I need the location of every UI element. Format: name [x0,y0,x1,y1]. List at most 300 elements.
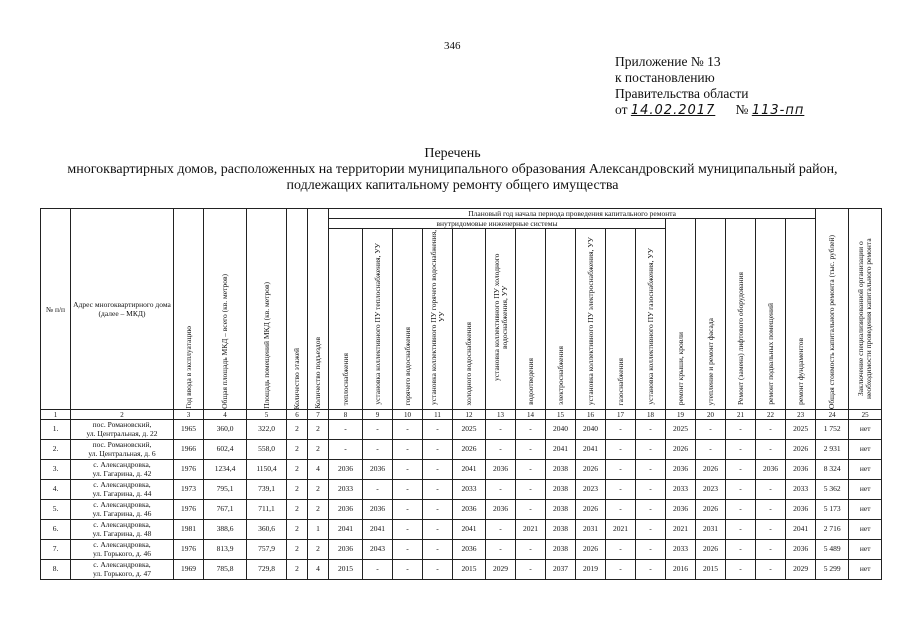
row-number: 1. [41,420,71,440]
from-label: от [615,102,628,117]
header-cold-pu-cell [486,229,516,410]
title-line-3: подлежащих капитальному ремонту общего имущества [286,178,619,193]
cell-c23: 2025 [786,420,816,440]
header-gas-pu-cell [636,229,666,410]
column-number: 4 [204,410,247,420]
cell-concl: нет [849,560,882,580]
cell-entr: 2 [308,540,329,560]
header-address: Адрес многоквартирного дома (далее – МКД) [71,209,174,410]
header-floors-cell [287,209,308,410]
cell-c14: - [516,460,546,480]
cell-year: 1973 [174,480,204,500]
cell-c22: - [756,440,786,460]
cell-entr: 2 [308,440,329,460]
row-address [71,520,174,540]
cell-c19: 2033 [666,540,696,560]
header-year: Год ввода в эксплуатацию [183,326,193,409]
cell-c12: 2015 [453,560,486,580]
cell-floors: 2 [287,500,308,520]
cell-c11: - [423,500,453,520]
cell-cost: 8 324 [816,460,849,480]
header-electric-pu: установка коллективного ПУ электроснабжения, УУ [585,236,595,405]
row-address [71,500,174,520]
cell-entr: 2 [308,420,329,440]
cell-prem: 739,1 [247,480,287,500]
header-floors: Количество этажей [292,347,301,409]
column-number: 25 [849,410,882,420]
appendix-line-3: Правительства области [615,86,749,101]
column-number: 24 [816,410,849,420]
cell-total: 1234,4 [204,460,247,480]
cell-c10: - [393,440,423,460]
cell-c14: - [516,540,546,560]
cell-c8: 2036 [329,460,363,480]
address-line-2: ул. Горького, д. 47 [93,568,151,578]
column-number: 9 [363,410,393,420]
cell-c14: - [516,480,546,500]
row-address [71,540,174,560]
page-number: 346 [444,40,461,52]
cell-c23: 2026 [786,440,816,460]
cell-c8: 2036 [329,540,363,560]
cell-c15: 2038 [546,460,576,480]
cell-c10: - [393,480,423,500]
cell-cost: 5 299 [816,560,849,580]
cell-c21: - [726,460,756,480]
header-heat-pu-cell [363,229,393,410]
column-number: 16 [576,410,606,420]
cell-c19: 2021 [666,520,696,540]
appendix-block [615,54,804,119]
cell-c16: 2019 [576,560,606,580]
cell-prem: 1150,4 [247,460,287,480]
appendix-line-1: Приложение № 13 [615,54,721,69]
cell-c14: - [516,500,546,520]
header-cold-cell [453,229,486,410]
cell-floors: 2 [287,480,308,500]
cell-c15: 2040 [546,420,576,440]
header-drain: водоотведения [525,358,535,405]
cell-c20: 2026 [696,460,726,480]
cell-c17: - [606,420,636,440]
cell-prem: 360,6 [247,520,287,540]
cell-c11: - [423,460,453,480]
cell-floors: 2 [287,420,308,440]
cell-c11: - [423,480,453,500]
header-premises-area: Площадь помещений МКД (кв. метров) [261,282,271,409]
cell-c11: - [423,440,453,460]
cell-total: 602,4 [204,440,247,460]
address-line-1: с. Александровка, [93,500,151,509]
header-drain-cell [516,229,546,410]
cell-c12: 2026 [453,440,486,460]
cell-c8: 2033 [329,480,363,500]
cell-c19: 2026 [666,440,696,460]
cell-c22: - [756,420,786,440]
column-number: 15 [546,410,576,420]
cell-c23: 2036 [786,500,816,520]
cell-c12: 2041 [453,460,486,480]
row-address [71,560,174,580]
cell-cost: 5 173 [816,500,849,520]
table-row [41,480,882,500]
cell-c18: - [636,480,666,500]
header-basement-cell [756,219,786,410]
cell-c12: 2036 [453,500,486,520]
cell-c17: 2021 [606,520,636,540]
number-label: № [735,102,749,117]
cell-c18: - [636,540,666,560]
cell-c9: 2041 [363,520,393,540]
cell-total: 813,9 [204,540,247,560]
column-number: 7 [308,410,329,420]
cell-year: 1976 [174,460,204,480]
cell-c20: 2026 [696,500,726,520]
column-number: 17 [606,410,636,420]
column-number: 21 [726,410,756,420]
cell-c17: - [606,500,636,520]
cell-c10: - [393,500,423,520]
header-facade: утепление и ремонт фасада [705,317,715,405]
cell-concl: нет [849,540,882,560]
row-number: 6. [41,520,71,540]
address-line-1: пос. Романовский, [92,440,152,449]
cell-c22: - [756,540,786,560]
header-premises-area-cell [247,209,287,410]
cell-floors: 2 [287,540,308,560]
cell-c13: - [486,440,516,460]
cell-concl: нет [849,420,882,440]
cell-c13: 2029 [486,560,516,580]
header-facade-cell [696,219,726,410]
cell-c11: - [423,420,453,440]
address-line-1: с. Александровка, [93,540,151,549]
cell-c15: 2037 [546,560,576,580]
address-line-2: ул. Гагарина, д. 48 [92,528,152,538]
cell-c17: - [606,560,636,580]
cell-floors: 2 [287,440,308,460]
cell-total: 767,1 [204,500,247,520]
cell-c14: - [516,440,546,460]
resolution-date: 14.02.2017 [630,103,716,118]
cell-c13: 2036 [486,500,516,520]
column-number: 10 [393,410,423,420]
header-conclusion: Заключение специализированной организации о необходимости проведения капитального ремонта [856,238,874,400]
cell-c22: - [756,520,786,540]
cell-entr: 2 [308,500,329,520]
row-number: 8. [41,560,71,580]
cell-c13: 2036 [486,460,516,480]
table-row [41,560,882,580]
cell-c11: - [423,520,453,540]
column-number: 12 [453,410,486,420]
cell-year: 1981 [174,520,204,540]
cell-c20: 2031 [696,520,726,540]
cell-c16: 2026 [576,460,606,480]
title-line-1: Перечень [424,146,481,161]
cell-entr: 1 [308,520,329,540]
cell-c18: - [636,520,666,540]
row-address [71,480,174,500]
cell-year: 1965 [174,420,204,440]
cell-c10: - [393,540,423,560]
address-line-2: ул. Центральная, д. 6 [88,448,156,458]
column-number: 5 [247,410,287,420]
column-number: 18 [636,410,666,420]
address-line-1: с. Александровка, [93,460,151,469]
cell-c10: - [393,560,423,580]
header-gas-pu: установка коллективного ПУ газоснабжения, УУ [645,248,655,405]
cell-c9: 2043 [363,540,393,560]
column-number: 22 [756,410,786,420]
header-gas: газоснабжения [615,357,625,405]
cell-total: 795,1 [204,480,247,500]
cell-c19: 2033 [666,480,696,500]
cell-total: 785,8 [204,560,247,580]
column-number: 11 [423,410,453,420]
cell-c18: - [636,460,666,480]
cell-c12: 2025 [453,420,486,440]
cell-c16: 2040 [576,420,606,440]
cell-c23: 2036 [786,540,816,560]
header-plan: Плановый год начала периода проведения капитального ремонта [329,209,816,219]
table-row [41,540,882,560]
row-address [71,420,174,440]
cell-c18: - [636,500,666,520]
cell-c21: - [726,520,756,540]
cell-c9: 2036 [363,500,393,520]
cell-c17: - [606,540,636,560]
row-address [71,440,174,460]
cell-c20: - [696,420,726,440]
column-number: 8 [329,410,363,420]
column-number: 6 [287,410,308,420]
cell-year: 1976 [174,540,204,560]
cell-c18: - [636,560,666,580]
cell-c21: - [726,420,756,440]
header-cost-cell [816,209,849,410]
cell-c11: - [423,540,453,560]
cell-year: 1976 [174,500,204,520]
column-number: 20 [696,410,726,420]
resolution-number: 113-пп [751,103,805,118]
cell-c15: 2038 [546,500,576,520]
cell-c16: 2026 [576,500,606,520]
cell-c19: 2016 [666,560,696,580]
cell-total: 388,6 [204,520,247,540]
row-number: 3. [41,460,71,480]
title-line-2: многоквартирных домов, расположенных на территории муниципального образования Александровский муниципальный район, [67,162,838,177]
cell-c22: - [756,480,786,500]
cell-c8: - [329,420,363,440]
header-heat-cell [329,229,363,410]
row-number: 5. [41,500,71,520]
cell-c14: - [516,560,546,580]
cell-cost: 1 752 [816,420,849,440]
cell-c13: - [486,520,516,540]
cell-c19: 2036 [666,500,696,520]
column-number: 1 [41,410,71,420]
cell-concl: нет [849,480,882,500]
cell-c16: 2041 [576,440,606,460]
header-electric: электроснабжения [555,346,565,405]
header-hot: горячего водоснабжения [402,326,412,405]
cell-c23: 2036 [786,460,816,480]
cell-c8: 2015 [329,560,363,580]
address-line-1: с. Александровка, [93,560,151,569]
header-roof-cell [666,219,696,410]
cell-c22: - [756,500,786,520]
header-heat-pu: установка коллективного ПУ теплоснабжения, УУ [372,243,382,405]
cell-c19: 2025 [666,420,696,440]
cell-c14: 2021 [516,520,546,540]
header-row-1 [41,209,882,219]
document-title [40,146,865,194]
cell-cost: 2 716 [816,520,849,540]
row-number: 4. [41,480,71,500]
header-hot-pu-cell [423,229,453,410]
cell-prem: 729,8 [247,560,287,580]
cell-c17: - [606,460,636,480]
column-number: 13 [486,410,516,420]
cell-c21: - [726,540,756,560]
cell-cost: 5 362 [816,480,849,500]
header-gas-cell [606,229,636,410]
cell-c18: - [636,440,666,460]
header-year-cell [174,209,204,410]
cell-c15: 2041 [546,440,576,460]
cell-c10: - [393,520,423,540]
cell-c22: 2036 [756,460,786,480]
cell-c21: - [726,480,756,500]
address-line-2: ул. Гагарина, д. 44 [92,488,152,498]
cell-concl: нет [849,500,882,520]
cell-c11: - [423,560,453,580]
header-foundation-cell [786,219,816,410]
cell-c19: 2036 [666,460,696,480]
cell-c12: 2036 [453,540,486,560]
cell-entr: 2 [308,480,329,500]
cell-concl: нет [849,460,882,480]
cell-c15: 2038 [546,480,576,500]
row-number: 7. [41,540,71,560]
header-total-area: Общая площадь МКД – всего (кв. метров) [220,274,229,409]
cell-c21: - [726,500,756,520]
appendix-date-line [615,102,804,119]
cell-c8: 2041 [329,520,363,540]
column-number: 14 [516,410,546,420]
cell-c23: 2033 [786,480,816,500]
cell-c12: 2041 [453,520,486,540]
cell-c13: - [486,540,516,560]
table-row [41,500,882,520]
header-entrances: Количество подъездов [313,337,322,409]
cell-c16: 2023 [576,480,606,500]
address-line-1: пос. Романовский, [92,420,152,429]
cell-c13: - [486,480,516,500]
cell-c14: - [516,420,546,440]
header-heat: теплоснабжения [340,352,350,405]
cell-c10: - [393,420,423,440]
cell-c23: 2041 [786,520,816,540]
table-row [41,420,882,440]
cell-c15: 2038 [546,540,576,560]
address-line-2: ул. Гагарина, д. 46 [92,508,152,518]
column-number: 3 [174,410,204,420]
address-line-2: ул. Центральная, д. 22 [86,428,158,438]
header-hot-pu: установка коллективного ПУ горячего водоснабжения, УУ [428,229,446,405]
table-row [41,440,882,460]
header-cost: Общая стоимость капитального ремонта (тыс. рублей) [827,234,837,409]
address-line-1: с. Александровка, [93,520,151,529]
header-basement: ремонт подвальных помещений [765,303,775,405]
row-number: 2. [41,440,71,460]
cell-concl: нет [849,440,882,460]
header-electric-pu-cell [576,229,606,410]
cell-c18: - [636,420,666,440]
cell-cost: 5 489 [816,540,849,560]
table-row [41,460,882,480]
cell-c17: - [606,440,636,460]
cell-c16: 2031 [576,520,606,540]
cell-c15: 2038 [546,520,576,540]
row-address [71,460,174,480]
cell-c9: - [363,560,393,580]
address-line-1: с. Александровка, [93,480,151,489]
cell-c9: - [363,440,393,460]
cell-c8: 2036 [329,500,363,520]
table-body [41,420,882,580]
cell-prem: 757,9 [247,540,287,560]
cell-cost: 2 931 [816,440,849,460]
cell-c13: - [486,420,516,440]
header-conclusion-cell [849,209,882,410]
cell-c12: 2033 [453,480,486,500]
header-systems: внутридомовые инженерные системы [329,219,666,229]
header-lift: Ремонт (замена) лифтового оборудования [735,271,745,405]
header-no: № п/п [41,209,71,410]
cell-floors: 2 [287,520,308,540]
header-electric-cell [546,229,576,410]
cell-concl: нет [849,520,882,540]
header-cold: холодного водоснабжения [464,321,473,405]
address-line-2: ул. Гагарина, д. 42 [92,468,152,478]
column-number: 23 [786,410,816,420]
header-hot-cell [393,229,423,410]
cell-c21: - [726,440,756,460]
header-cold-pu: установка коллективного ПУ холодного водоснабжения, УУ [491,253,509,381]
cell-c20: 2015 [696,560,726,580]
cell-floors: 2 [287,460,308,480]
cell-prem: 558,0 [247,440,287,460]
cell-year: 1969 [174,560,204,580]
column-numbers-row [41,410,882,420]
cell-c8: - [329,440,363,460]
cell-c9: 2036 [363,460,393,480]
cell-c16: 2026 [576,540,606,560]
cell-c22: - [756,560,786,580]
cell-prem: 711,1 [247,500,287,520]
cell-c20: - [696,440,726,460]
cell-c10: - [393,460,423,480]
cell-c9: - [363,480,393,500]
cell-year: 1966 [174,440,204,460]
column-number: 2 [71,410,174,420]
column-number: 19 [666,410,696,420]
header-foundation: ремонт фундаментов [795,338,805,405]
cell-entr: 4 [308,460,329,480]
buildings-table [40,208,882,580]
